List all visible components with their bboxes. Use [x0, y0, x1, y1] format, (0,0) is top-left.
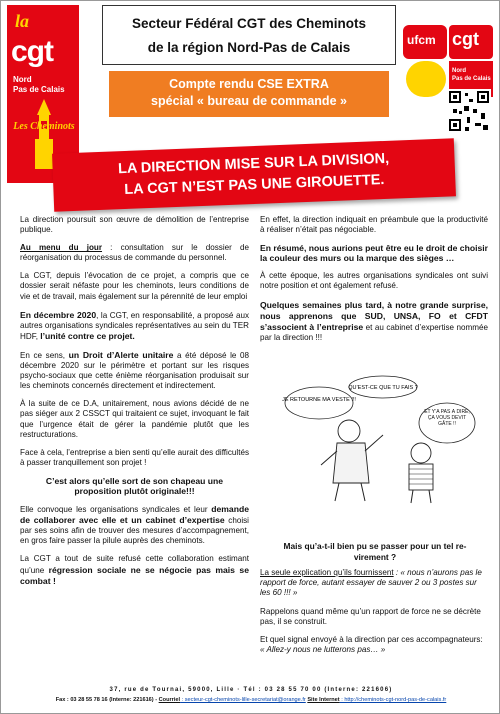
report-subtitle-box: [109, 71, 389, 117]
paragraph: [260, 635, 488, 655]
paragraph: [20, 310, 249, 342]
logo-cheminots-text: Les Cheminots: [13, 121, 75, 132]
paragraph-text: : consultation sur le dossier de réorganisation du processus de commande du personnel.: [20, 243, 250, 263]
highlight-line2: proposition plutôt originale!!!: [74, 485, 195, 496]
paragraph-bold: En résumé, nous aurions peut être eu le droit de choisir la couleur des murs ou la marque des sièges …: [260, 243, 488, 264]
bottom-right-text: [260, 568, 488, 663]
footer-site-label: Site Internet: [307, 697, 340, 703]
paragraph: [20, 504, 249, 546]
headline-line2: LA CGT N’EST PAS UNE GIROUETTE.: [124, 172, 385, 198]
logo-la-text: la: [15, 11, 30, 31]
paragraph: À la suite de ce D.A, unitairement, nous avions décidé de ne pas siéger aux 2 CSSCT qui traitaient ce sujet, invoquant le fait que l’urgence était de gérer la pandémie plutôt que les restructurations.: [20, 399, 249, 439]
ufcm-logo: [403, 25, 447, 59]
question-heading: [265, 541, 485, 563]
footer-email-link[interactable]: : secteur-cgt-cheminots-lille-secretariat@orange.fr: [180, 697, 306, 703]
right-column: [260, 215, 488, 351]
paragraph-text: a été déposé le 08 décembre 2020 sur le périmètre et portant sur les risques psycho-sociaux que cette énième réorganisation produisait sur les cheminots concernés directement et indirectement.: [20, 350, 249, 391]
paragraph: [20, 554, 249, 586]
date-lead: En décembre 2020: [20, 309, 97, 320]
paragraph-quote: « Allez-y nous ne lutterons pas… »: [260, 645, 386, 655]
qr-code-icon: [447, 89, 491, 133]
paragraph-bold: l’unité contre ce projet.: [40, 330, 135, 341]
bubble-right-text: ET Y’A PAS À DIRE, ÇA VOUS DEVIT GÂTE !!: [424, 409, 470, 427]
ufcm-logo-text: ufcm: [407, 33, 436, 47]
footer: [1, 685, 500, 705]
question-line2: virement ?: [353, 552, 397, 562]
cartoon-illustration: [271, 373, 483, 505]
paragraph-text: choisi par ses soins afin de trouver des mesures d’accompagnement, en gros faire passer la pilule auprès des cheminots.: [20, 516, 249, 546]
paragraph-text: , la CGT, en responsabilité, a proposé aux autres organisations syndicales représentatives au sein du TER HDF,: [20, 310, 250, 341]
explanation-quote: : « nous n’aurons pas le rapport de force, autant essayer de sauver 2 ou 3 postes sur les 60 !!! »: [260, 568, 482, 598]
paragraph: Face à cela, l’entreprise a bien senti qu’elle aurait des difficultés à passer tranquillement son projet !: [20, 447, 249, 467]
paragraph-text: En ce sens,: [20, 350, 69, 360]
highlight-statement: [20, 476, 249, 496]
paragraph: À cette époque, les autres organisations syndicales ont suivi notre position et ont également refusé.: [260, 271, 488, 291]
footer-address: 37, rue de Tournai, 59000, Lille · Tél : 03 28 55 70 00 (Interne: 221606): [109, 687, 393, 693]
ufcm-emblem-icon: [406, 61, 446, 97]
footer-site-link[interactable]: : http://cheminots-cgt-nord-pas-de-calais.fr: [339, 697, 447, 703]
header-title-box: [102, 5, 396, 65]
bubble-left-text: JE RETOURNE MA VESTE !!!: [282, 397, 356, 403]
paragraph: [20, 350, 249, 391]
question-line1: Mais qu’a-t-il bien pu se passer pour un tel re-: [283, 541, 467, 551]
left-column: [20, 215, 249, 595]
paragraph-bold: Quelques semaines plus tard, à notre grande surprise, nous apprenons que SUD, UNSA, FO et CFDT s’associent à l’entreprise: [260, 299, 488, 332]
np-logo-text: Nord Pas de Calais: [452, 68, 491, 82]
report-subtitle-line2: spécial « bureau de commande »: [151, 94, 347, 108]
footer-fax: Fax : 03 28 55 78 16 (Interne: 221616) -: [55, 697, 159, 703]
bubble-top-text: QU’EST-CE QUE TU FAIS ?: [348, 385, 418, 391]
header-title-line1: Secteur Fédéral CGT des Cheminots: [131, 16, 367, 31]
footer-contact: [1, 695, 500, 705]
paragraph: [260, 568, 488, 599]
paragraph: [260, 300, 488, 343]
cgt-logo-right: [449, 25, 493, 59]
paragraph-bold: régression sociale ne se négocie pas mais se combat !: [20, 564, 249, 586]
paragraph-bold: un Droit d’Alerte unitaire: [68, 349, 174, 360]
paragraph: La direction poursuit son œuvre de démolition de l’entreprise publique.: [20, 215, 249, 235]
highlight-line1: C’est alors qu’elle sort de son chapeau une: [45, 475, 224, 486]
explanation-label: La seule explication qu’ils fournissent: [260, 568, 394, 577]
logo-cgt-text: cgt: [11, 35, 53, 68]
paragraph-text: La CGT a tout de suite refusé cette collaboration estimant qu’une: [20, 554, 249, 575]
paragraph: Rappelons quand même qu’un rapport de force ne se décrète pas, il se construit.: [260, 606, 481, 626]
footer-email-label: Courriel: [158, 697, 181, 703]
cgt-logo-right-text: cgt: [452, 29, 479, 49]
paragraph-bold: demande de collaborer avec elle et un cabinet d’expertise: [20, 504, 249, 526]
header-title-line2: de la région Nord-Pas de Calais: [147, 40, 351, 55]
paragraph: La CGT, depuis l’évocation de ce projet, a compris que ce dossier serait néfaste pour les cheminots, leurs conditions de vie et de travail, mais également sur la pérennité de leur emploi: [20, 271, 249, 301]
menu-du-jour-label: Au menu du jour: [20, 243, 103, 253]
paragraph-text: et au cabinet d’expertise nommée par la direction !!!: [260, 322, 488, 342]
paragraph: En effet, la direction indiquait en préambule que la productivité à réaliser n’était pas négociable.: [260, 215, 488, 235]
report-subtitle-line1: Compte rendu CSE EXTRA: [169, 77, 329, 91]
paragraph-text: Elle convoque les organisations syndicales et leur: [20, 505, 212, 515]
headline-banner: [52, 138, 456, 211]
paragraph: [20, 243, 249, 263]
paragraph-text: Et quel signal envoyé à la direction par ces accompagnateurs:: [260, 635, 483, 645]
headline-line1: LA DIRECTION MISE SUR LA DIVISION,: [117, 150, 390, 178]
logo-region-text: Nord Pas de Calais: [13, 75, 65, 94]
